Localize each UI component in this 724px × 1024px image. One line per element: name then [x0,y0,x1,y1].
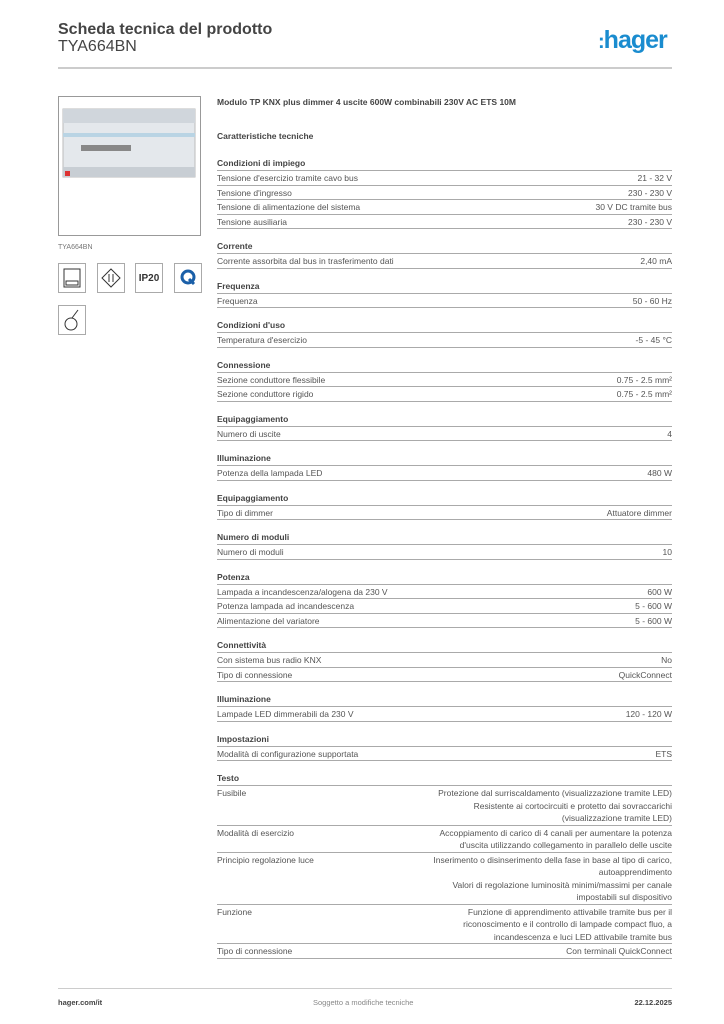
ip20-icon: IP20 [135,263,163,293]
spec-row [217,786,672,826]
spec-value: 10 [662,547,672,557]
dimmer-icon [58,305,86,335]
spec-row [217,747,672,762]
spec-value: 230 - 230 V [628,216,672,227]
spec-row [217,707,672,722]
spec-label: Numero di moduli [217,547,284,557]
spec-row [217,585,672,600]
spec-value: Inserimento o disinserimento della fase in base al tipo di carico, autoapprendimento Valori di regolazione luminosità minimi/massimi per canale impostabili sul dispositivo [433,854,672,902]
spec-label: Sezione conduttore flessibile [217,374,326,385]
spec-row [217,373,672,388]
spec-section [217,319,672,348]
spec-label: Tensione d'ingresso [217,187,292,198]
spec-row [217,200,672,215]
section-title: Testo [217,772,672,786]
spec-value: 600 W [647,586,672,597]
spec-label: Tensione ausiliaria [217,216,287,227]
hager-logo: :hager [598,26,667,54]
spec-label: Lampada a incandescenza/alogena da 230 V [217,586,388,597]
spec-row [217,186,672,201]
spec-row [217,466,672,481]
spec-label: Principio regolazione luce [217,854,314,865]
spec-value: 21 - 32 V [637,173,672,183]
spec-value: 0.75 - 2.5 mm² [616,374,672,385]
page-title: Scheda tecnica del prodotto [58,21,273,38]
spec-label: Temperatura d'esercizio [217,335,307,345]
section-title: Illuminazione [217,452,672,466]
section-title: Illuminazione [217,693,672,707]
double-insulation-icon [97,263,125,293]
header-divider [58,67,672,69]
spec-row [217,599,672,614]
spec-value: 30 V DC tramite bus [595,202,672,212]
spec-value: 5 - 600 W [635,601,672,611]
spec-row [217,427,672,442]
spec-label: Tensione d'esercizio tramite cavo bus [217,173,358,183]
product-description: Modulo TP KNX plus dimmer 4 uscite 600W combinabili 230V AC ETS 10M [217,97,516,107]
spec-label: Lampade LED dimmerabili da 230 V [217,709,354,719]
specs [217,97,672,959]
spec-row [217,653,672,668]
spec-label: Alimentazione del variatore [217,615,320,626]
section-title: Equipaggiamento [217,413,672,427]
spec-label: Potenza della lampada LED [217,468,323,478]
spec-row [217,333,672,348]
spec-value: 4 [667,428,672,439]
spec-section [217,452,672,481]
spec-label: Con sistema bus radio KNX [217,655,322,665]
spec-section [217,240,672,269]
spec-value: Accoppiamento di carico di 4 canali per aumentare la potenza d'uscita utilizzando collegamento in parallelo delle uscite [439,827,672,850]
spec-row [217,853,672,905]
specs-title: Caratteristiche tecniche [217,131,314,141]
spec-value: -5 - 45 °C [635,335,672,345]
spec-value: 5 - 600 W [635,615,672,626]
image-caption: TYA664BN [58,244,93,251]
spec-value: ETS [655,748,672,759]
spec-value: 0.75 - 2.5 mm² [616,389,672,399]
section-title: Condizioni d'uso [217,319,672,333]
section-title: Potenza [217,571,672,585]
section-title: Equipaggiamento [217,492,672,506]
spec-label: Tensione di alimentazione del sistema [217,202,361,212]
section-title: Impostazioni [217,733,672,747]
spec-row [217,294,672,309]
spec-section [217,571,672,629]
spec-section [217,359,672,402]
spec-row [217,387,672,402]
footer-date: 22.12.2025 [634,998,672,1007]
spec-row [217,545,672,560]
spec-value: Funzione di apprendimento attivabile tramite bus per il riconoscimento e il controllo di lampade compact fluo, a incandescenza e luci LED attivabile tramite bus [463,906,672,942]
spec-section [217,772,672,959]
spec-label: Modalità di esercizio [217,827,295,838]
spec-label: Tipo di dimmer [217,507,273,518]
footer-link[interactable]: hager.com/it [58,998,103,1007]
spec-section [217,157,672,229]
section-title: Connessione [217,359,672,373]
spec-row [217,254,672,269]
spec-value: Protezione dal surriscaldamento (visualizzazione tramite LED) Resistente ai cortocircuiti e protetto dai sovraccarichi (visualizzazione tramite LED) [438,788,672,823]
spec-value: QuickConnect [618,669,672,680]
spec-label: Funzione [217,906,252,917]
spec-section [217,280,672,309]
spec-label: Numero di uscite [217,428,281,439]
footer-note: Soggetto a modifiche tecniche [313,998,414,1007]
spec-label: Potenza lampada ad incandescenza [217,601,355,611]
spec-row [217,905,672,945]
spec-value: Con terminali QuickConnect [566,946,672,956]
spec-value: No [661,655,672,665]
spec-row [217,215,672,230]
spec-section [217,531,672,560]
spec-section [217,733,672,762]
section-title: Numero di moduli [217,531,672,545]
section-title: Frequenza [217,280,672,294]
spec-value: Attuatore dimmer [606,507,672,518]
spec-label: Fusibile [217,788,247,798]
spec-label: Frequenza [217,295,258,306]
footer-divider [58,988,672,989]
spec-label: Sezione conduttore rigido [217,389,314,399]
section-title: Connettività [217,639,672,653]
spec-value: 230 - 230 V [628,187,672,198]
product-code: TYA664BN [58,38,137,55]
section-title: Condizioni di impiego [217,157,672,171]
quickconnect-icon [174,263,202,293]
spec-label: Modalità di configurazione supportata [217,748,359,759]
spec-row [217,506,672,521]
spec-section [217,492,672,521]
spec-row [217,826,672,853]
spec-value: 120 - 120 W [625,709,672,719]
spec-label: Corrente assorbita dal bus in trasferimento dati [217,256,394,266]
spec-label: Tipo di connessione [217,669,293,680]
spec-section [217,413,672,442]
section-title: Corrente [217,240,672,254]
spec-row [217,944,672,959]
knx-device-icon [58,263,86,293]
spec-section [217,639,672,682]
spec-row [217,668,672,683]
spec-section [217,693,672,722]
spec-label: Tipo di connessione [217,946,293,956]
spec-value: 480 W [647,468,672,478]
spec-value: 50 - 60 Hz [632,295,672,306]
product-image [58,96,201,236]
spec-row [217,171,672,186]
spec-row [217,614,672,629]
spec-value: 2,40 mA [640,256,672,266]
